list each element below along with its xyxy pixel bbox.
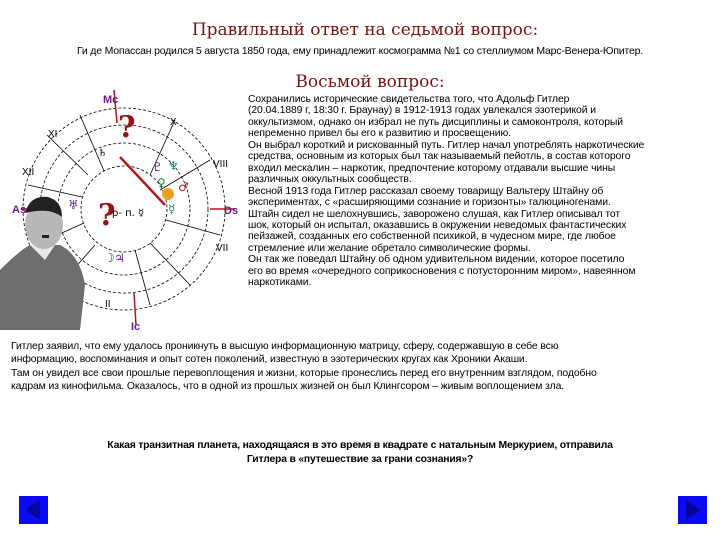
sun-icon <box>162 188 174 200</box>
text-line: непременно привел бы его к развитию и просвещению. <box>248 128 511 140</box>
text-line: стремление или желание обретало символические формы. <box>248 242 531 254</box>
house-label: X <box>170 117 177 128</box>
text-line: его во время «очередного соприкосновения с потусторонним миром», навеянном <box>248 265 636 277</box>
bottom-text-block <box>11 340 716 394</box>
text-line: Сохранились исторические свидетельства того, что Адольф Гитлер <box>248 94 570 105</box>
text-line: кадрам из кинофильма. Оказалось, что в одной из прошлых жизней он был Клингсором – живым воплощением зла. <box>11 381 565 393</box>
ascendant-label: As <box>12 204 27 216</box>
neptune-icon: ♆ <box>168 159 179 173</box>
text-line: пейзажей, созданных его собственной психикой, в чудесном мире, где любое <box>248 231 616 243</box>
text-line: различных оккультных сообществ. <box>248 174 412 186</box>
portrait-image <box>0 197 85 330</box>
natal-chart <box>0 85 245 335</box>
right-text-block <box>248 94 718 289</box>
house-label: VII <box>216 243 229 254</box>
text-line: Штайн сидел не шелохнувшись, заворожено слушая, как Гитлер описывал тот <box>248 208 620 220</box>
text-line: Весной 1913 года Гитлер рассказал своему товарищу Вальтеру Штайну об <box>248 185 604 197</box>
question-title: Восьмой вопрос: <box>295 72 445 92</box>
next-slide-button[interactable] <box>678 496 707 524</box>
text-line: Там он увидел все свои прошлые перевоплощения и жизни, которые пронеслись перед его внутренним взглядом, подобно <box>11 367 597 379</box>
text-line: входил мескалин – наркотик, предпочтение которому отдавали высшие чины <box>248 162 616 174</box>
pluto-icon: ♇ <box>152 160 163 174</box>
mars-icon: ♂ <box>178 180 189 194</box>
moon-icon: ☽ <box>104 251 115 265</box>
text-line: шок, который он испытал, оказавшись в окружении неведомых фантастических <box>248 219 627 231</box>
question-line: Какая транзитная планета, находящаяся в это время в квадрате с натальным Меркурием, отправила <box>107 440 613 451</box>
house-label: XII <box>22 167 35 178</box>
imum-coeli-label: Ic <box>131 321 141 333</box>
text-line: Он так же поведал Штайну об одном удивительном видении, которое посетило <box>248 254 625 266</box>
jupiter-icon: ♃ <box>114 251 125 265</box>
text-line: (20.04.1889 г, 18:30 г. Браунау) в 1912-1913 годах увлекался эзотерикой и <box>248 105 596 117</box>
saturn-icon: ♄ <box>98 148 107 159</box>
descendant-label: Ds <box>224 205 239 217</box>
question-line: Гитлера в «путешествие за грани сознания»? <box>246 454 474 465</box>
text-line: информацию, воспоминания и опыт сотен поколений, известную в эзотерических кругах как Хроники Акаши. <box>11 354 528 366</box>
previous-slide-button[interactable] <box>19 496 48 524</box>
center-formula: р- п. ☿ <box>112 208 145 219</box>
text-line: экспериментах, с «расширяющими сознание и горизонты» галюциногенами. <box>248 197 611 209</box>
answer-text: Ги де Мопассан родился 5 августа 1850 года, ему принадлежит космограмма №1 со стеллиумом Марс-Венера-Юпитер. <box>77 45 643 57</box>
triangle-left-icon <box>19 496 48 524</box>
question-mark-icon: ? <box>98 198 116 233</box>
question-mark-icon: ? <box>118 110 136 145</box>
text-line: Гитлер заявил, что ему удалось проникнуть в высшую информационную матрицу, сферу, содержавшую в себе всю <box>11 341 559 352</box>
answer-title: Правильный ответ на седьмой вопрос: <box>191 20 539 40</box>
house-label: II <box>105 299 111 310</box>
venus-icon: ♀ <box>157 176 166 190</box>
question-text <box>0 439 720 467</box>
text-line: Он выбрал короткий и рискованный путь. Гитлер начал употреблять наркотические <box>248 139 645 151</box>
house-label: VIII <box>213 159 229 170</box>
text-line: наркотиками. <box>248 277 312 289</box>
house-label: XI <box>48 129 58 140</box>
text-line: оккультизмом, однако он избрал не путь дисциплины и самоконтроля, который <box>248 116 623 128</box>
text-line: средства, основным из которых был так называемый пейотль, в состав которого <box>248 151 631 163</box>
midheaven-label: Mc <box>103 94 119 106</box>
uranus-icon: ♅ <box>68 198 79 212</box>
mercury-icon: ☿ <box>168 202 176 216</box>
triangle-right-icon <box>678 496 707 524</box>
